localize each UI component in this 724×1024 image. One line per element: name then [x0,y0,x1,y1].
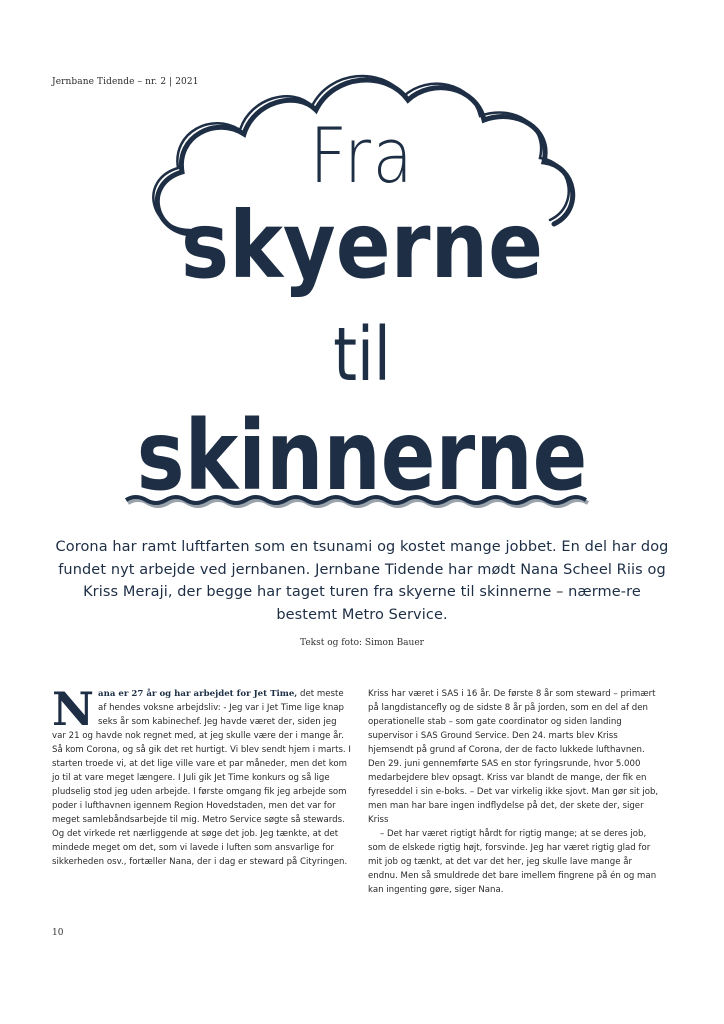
drop-cap: N [52,682,95,736]
page-number: 10 [52,928,64,938]
article-paragraph-kriss: Kriss har været i SAS i 16 år. De første 8 år som steward – primært på langdistancefly og de sidste 8 år på jorden, som en del af den operationelle stab – som gate coordinator og siden landing supervisor i SAS Ground Service. Den 24. marts blev Kriss hjemsendt på grund af Corona, der de facto lukkede lufthavnen. Den 29. juni gennemførte SAS en stor fyringsrunde, hvor 5.000 medarbejdere blev opsagt. Kriss var blandt de mange, der fik en fyreseddel i sin e-boks. – Det var virkelig ikke sjovt. Man gør sit job, men man har bare ingen indflydelse på det, der skete der, siger Kriss [368,689,659,825]
rail-wave-underline [122,492,592,512]
article-column-right [368,687,664,897]
title-skyerne: skyerne [180,192,544,299]
article-paragraph-nana: – Det har været rigtigt hårdt for rigtig mange; at se deres job, som de elskede rigtig højt, forsvinde. Jeg har været rigtig glad for mit job og tænkt, at det var det her, jeg skulle lave mange år endnu. Men så smuldrede det bare imellem fingrene på én og man kan ingenting gøre, siger Nana. [368,829,657,895]
lead-paragraph: Corona har ramt luftfarten som en tsunami og kostet mange jobbet. En del har dog fundet nyt arbejde ved jernbanen. Jernbane Tidende har mødt Nana Scheel Riis og Kriss Meraji, der begge har taget turen fra skyerne til skinnerne – nærme-re bestemt Metro Service. [55,539,669,623]
title-fra: Fra [309,111,415,200]
photo-credit: Tekst og foto: Simon Bauer [300,638,424,648]
title-skinnerne: skinnerne [136,400,588,512]
title-til: til [333,312,391,398]
publication-header: Jernbane Tidende – nr. 2 | 2021 [52,77,199,87]
article-lead-in: ana er 27 år og har arbejdet for Jet Time, [98,689,298,699]
article-body-left: det meste af hendes voksne arbejdsliv: - Jeg var i Jet Time lige knap seks år som kabinechef. Jeg havde været der, siden jeg var 21 og havde nok regnet med, at jeg skulle være der i mange år. Så kom Corona, og så gik det ret hurtigt. Vi blev sendt hjem i marts. I starten troede vi, at det lige ville vare et par måneder, men det kom jo til at vare meget længere. I Juli gik Jet Time konkurs og så lige pludselig stod jeg uden arbejde. I første omgang fik jeg arbejde som poder i lufthavnen igennem Region Hovedstaden, men det var for meget samlebåndsarbejde til mig. Metro Service søgte så stewards. Og det virkede ret nærliggende at søge det job. Jeg tænkte, at det mindede meget om det, som vi lavede i luften som ansvarlige for sikkerheden osv., fortæller Nana, der i dag er steward på Cityringen. [52,689,351,867]
article-column-left [52,682,352,869]
